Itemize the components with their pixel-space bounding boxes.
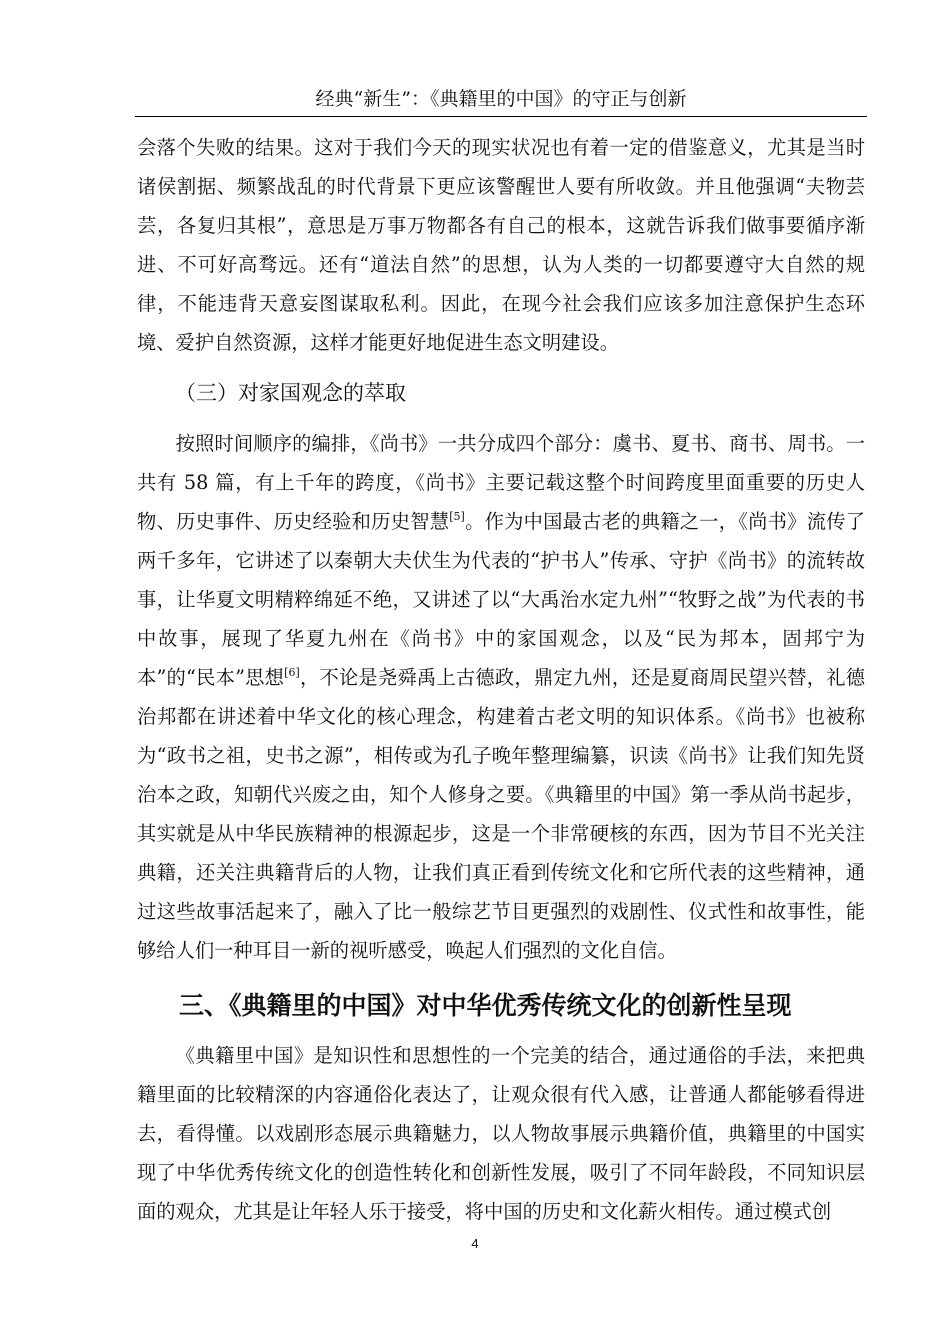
- page-body: [137, 128, 865, 1231]
- paragraph-text: 按照时间顺序的编排，《尚书》一共分成四个部分：虞书、夏书、商书、周书。一共有 58 篇，有上千年的跨度，《尚书》主要记载这整个时间跨度里面重要的历史人物、历史事件、历史经验和历史智慧: [137, 432, 865, 533]
- paragraph-shangshu: [137, 424, 865, 970]
- paragraph-continued: 会落个失败的结果。这对于我们今天的现实状况也有着一定的借鉴意义，尤其是当时诸侯割据、频繁战乱的时代背景下更应该警醒世人要有所收敛。并且他强调“夫物芸芸，各复归其根”，意思是万事万物都各有自己的根本，这就告诉我们做事要循序渐进、不可好高骛远。还有“道法自然”的思想，认为人类的一切都要遵守大自然的规律，不能违背天意妄图谋取私利。因此，在现今社会我们应该多加注意保护生态环境、爱护自然资源，这样才能更好地促进生态文明建设。: [137, 136, 865, 354]
- section-heading: 三、《典籍里的中国》对中华优秀传统文化的创新性呈现: [179, 991, 792, 1020]
- paragraph-text: 。作为中国最古老的典籍之一，《尚书》流传了两千多年，它讲述了以秦朝大夫伏生为代表的“护书人”传承、守护《尚书》的流转故事，让华夏文明精粹绵延不绝，又讲述了以“大禹治水定九州”“牧野之战”为代表的书中故事，展现了华夏九州在《尚书》中的家国观念，以及“民为邦本，固邦宁为本”的“民本”思想: [137, 510, 866, 689]
- header-divider: [135, 116, 867, 117]
- subsection-heading: （三）对家国观念的萃取: [175, 381, 406, 405]
- citation-ref-6[interactable]: [6]: [284, 666, 300, 679]
- page-number: 4: [471, 1236, 479, 1251]
- citation-ref-5[interactable]: [5]: [449, 510, 465, 523]
- paragraph-text: ，不论是尧舜禹上古德政，鼎定九州，还是夏商周民望兴替，礼德治邦都在讲述着中华文化的核心理念，构建着古老文明的知识体系。《尚书》也被称为“政书之祖，史书之源”，相传或为孔子晚年整理编纂，识读《尚书》让我们知先贤治本之政，知朝代兴废之由，知个人修身之要。《典籍里的中国》第一季从尚书起步，其实就是从中华民族精神的根源起步，这是一个非常硬核的东西，因为节目不光关注典籍，还关注典籍背后的人物，让我们真正看到传统文化和它所代表的这些精神，通过这些故事活起来了，融入了比一般综艺节目更强烈的戏剧性、仪式性和故事性，能够给人们一种耳目一新的视听感受，唤起人们强烈的文化自信。: [137, 666, 865, 962]
- running-header: 经典“新生”：《典籍里的中国》的守正与创新: [315, 88, 687, 110]
- paragraph-innovation: 《典籍里中国》是知识性和思想性的一个完美的结合，通过通俗的手法，来把典籍里面的比较精深的内容通俗化表达了，让观众很有代入感，让普通人都能够看得进去，看得懂。以戏剧形态展示典籍魅力，以人物故事展示典籍价值，典籍里的中国实现了中华优秀传统文化的创造性转化和创新性发展，吸引了不同年龄段，不同知识层面的观众，尤其是让年轻人乐于接受，将中国的历史和文化薪火相传。通过模式创: [137, 1044, 865, 1223]
